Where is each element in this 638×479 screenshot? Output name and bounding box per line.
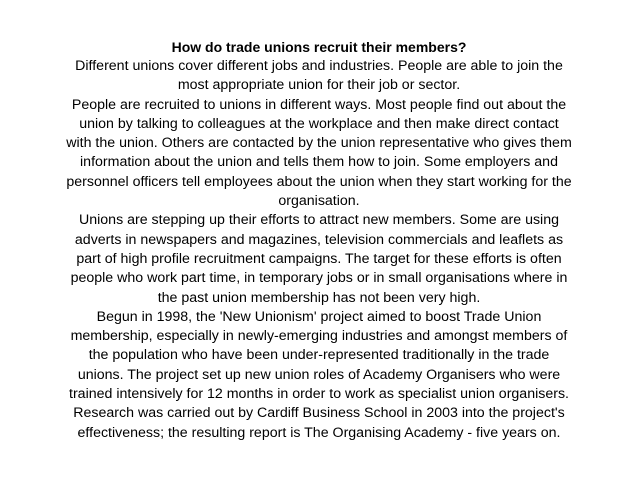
text-line: with the union. Others are contacted by the union representative who gives them [66,135,572,152]
text-line: people who work part time, in temporary jobs or in small organisations where in [70,270,568,287]
text-line: membership, especially in newly-emerging industries and amongst members of [70,328,568,345]
text-line: union by talking to colleagues at the workplace and then make direct contact [79,115,559,132]
text-line: the population who have been under-represented traditionally in the trade [88,347,550,364]
text-line: organisation. [278,193,360,210]
slide-title: How do trade unions recruit their members? [171,39,467,55]
text-line: information about the union and tells them how to join. Some employers and [80,154,558,171]
slide-content [0,37,638,443]
paragraph-campaigns [0,211,638,307]
paragraph-intro [0,57,638,96]
text-line: the past union membership has not been very high. [157,289,481,306]
paragraph-recruitment-ways [0,96,638,212]
text-line: Different unions cover different jobs and industries. People are able to join the [75,58,563,74]
text-line: Begun in 1998, the 'New Unionism' project aimed to boost Trade Union [96,308,542,325]
text-line: Research was carried out by Cardiff Business School in 2003 into the project's [73,405,565,422]
text-line: effectiveness; the resulting report is The Organising Academy - five years on. [77,424,561,441]
text-line: adverts in newspapers and magazines, television commercials and leaflets as [74,231,564,248]
text-line: part of high profile recruitment campaigns. The target for these efforts is often [76,250,562,267]
text-line: unions. The project set up new union roles of Academy Organisers who were [77,366,561,383]
text-line: personnel officers tell employees about the union when they start working for the [66,173,572,190]
text-line: People are recruited to unions in different ways. Most people find out about the [71,96,567,113]
text-line: trained intensively for 12 months in order to work as specialist union organisers. [69,386,569,403]
text-line: Unions are stepping up their efforts to attract new members. Some are using [79,212,559,229]
paragraph-new-unionism [0,308,638,443]
text-line: most appropriate union for their job or sector. [177,77,461,94]
